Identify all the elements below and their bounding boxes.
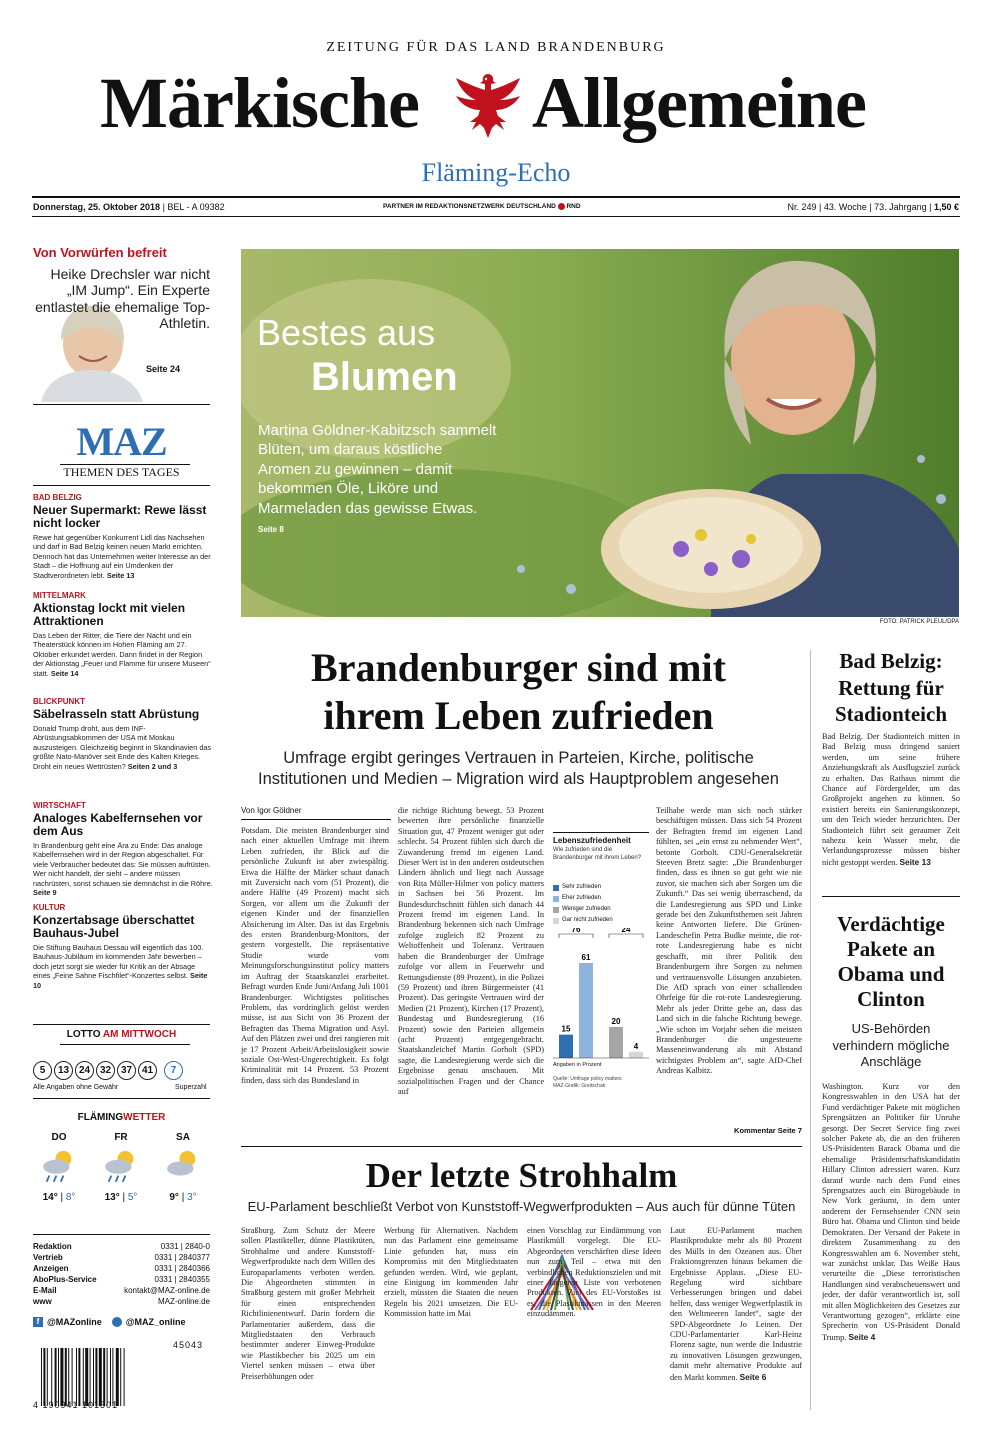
topic-headline: Neuer Supermarkt: Rewe lässt nicht locker [33,503,207,530]
lead-bottom-rule [241,1146,802,1147]
sun-cloud-rain-icon [37,1143,81,1187]
topic-headline: Analoges Kabelfernsehen vor dem Aus [33,811,203,838]
hero-title-1: Bestes aus [257,312,436,353]
topic-kicker: BLICKPUNKT [33,697,85,706]
side1-ref: Seite 13 [899,856,931,867]
chart-value-label: 4 [633,1041,639,1051]
weather-high: 14° [42,1192,58,1203]
legend-label: Weniger zufrieden [562,906,611,912]
topic-text: Donald Trump droht, aus dem INF-Abrüstungsabkommen der USA mit Moskau auszusteigen. Gleichzeitig beginnt in Skandinavien das größte Nato-Manöver seit Ende des Kalten Krieges. Droht ein neues Wettrüsten? Seiten 2 und 3 [33,724,212,771]
contact-label: AboPlus-Service [33,1275,97,1284]
chart-source: Quelle: Umfrage policy matters [553,1076,622,1082]
barcode-bar [43,1348,45,1406]
lead-col-3: Teilhabe werde man sich noch stärker beschäftigen müssen. Dass sich 54 Prozent der Befragten fremd im eigenen Land fühlten, sei „ein ernst zu nehmender Wert“, betonte Gorholt. CDU-Generalsekretär Steeven Bretz sagte: „Die Brandenburger finden, dass es ihnen so gut geht wie nie zuvor, sie machen sich aber Sorgen um die Zukunft.“ Das sei wenig überraschend, da die Landesregierung aus SPD und Linke gerade bei den Zukunftsthemen seit Jahren keine Antworten liefere. Die Grünen-Landeschefin Petra Budke meinte, die rot-rote Landesregierung habe es nicht geschafft, mit ihrer Politik den Brandenburgern ihre Sorgen zu nehmen und vertrauensvolle Lösungen anzubieten. Die AfD sprach von einer schallenden Ohrfeige für die rot-rote Landesregierung. Mehr als jeder Dritte gebe an, dass das Land sich in die falsche Richtung bewege. „Wie schon im Vorjahr sehen die meisten Brandenburger die ungesteuerte Masseneinwanderung als mit Abstand wichtigstes Problem an“, sagte AfD-Chef Andreas Kalbitz. [656,806,802,1076]
date: Donnerstag, 25. Oktober 2018 [33,202,161,212]
topic-text: Die Stiftung Bauhaus Dessau will eigentlich das 100. Bauhaus-Jubiläum im kommenden Jahr bewerben – doch jetzt sorgt sie wieder für Kritik an der Absage eines „Feine Sahne Fischfilet“-Konzertes selbst. Seite 10 [33,943,208,990]
side2-ref: Seite 4 [848,1331,876,1342]
issue-number: Nr. 249 [787,202,817,212]
legend-item [553,893,649,904]
chart-value-label: 20 [611,1016,621,1026]
topic-text: Das Leben der Ritter, die Tiere der Nacht und ein Theaterstück können im Hohen Fläming am 27. Oktober erkundet werden. Dann findet in der Region der Aktionstag „Feuer und Flamme für unsere Museen“ statt. Seite 14 [33,631,211,678]
chart-credit: MAZ-Grafik: Greitschak [553,1083,606,1089]
weather-low: 5° [127,1192,138,1203]
barcode-bar [41,1348,42,1406]
topic-headline: Konzertabsage überschattet Bauhaus-Jubel [33,913,195,940]
weather-day: FR 13° | 5° [95,1132,147,1203]
side2-headline[interactable]: Verdächtige Pakete an Obama und Clinton [837,912,945,1011]
topic-headline: Aktionstag lockt mit vielen Attraktionen [33,601,186,628]
contact-label: Anzeigen [33,1264,69,1273]
lotto-ball: 37 [117,1061,136,1080]
barcode-top-number: 45043 [173,1340,204,1350]
sun-cloud-icon [161,1143,205,1187]
barcode-bar [58,1348,59,1406]
lead-byline: Von Igor Göldner [241,806,302,815]
chart-group-total: 76 [571,928,581,934]
weather-low: 8° [65,1192,76,1203]
topic-kicker: BAD BELZIG [33,493,82,502]
eagle-icon [448,66,528,144]
lotto-ball: 13 [54,1061,73,1080]
barcode-bar [95,1348,97,1406]
side1-body: Bad Belzig. Der Stadionteich mitten in Bad Belzig muss dringend saniert werden, um seine frühere Anziehungskraft als Ausflugsziel zurück zu erhalten. Das Rathaus nimmt die Chance auf Fördergelder, um das Großprojekt angehen zu können. So existiert bereits ein Sanierungskonzept, um den Teich wieder herzurichten. Der Stadionteich führt seit geraumer Zeit nahezu kein Wasser mehr, die Verlandungsprozesse müssen bisher nicht gestoppt werden. [822,732,960,867]
maz-logo: MAZ [76,419,167,464]
topic-text: In Brandenburg geht eine Ära zu Ende: Das analoge Kabelfernsehen wird in der Region abgeschaltet. Für viele Verbraucher bedeutet das: Sie müssen aufrüsten. Wer nicht handelt, der sieht – andere müssen nachrüsten, sonst schauen sie demnächst in die Röhre. Seite 9 [33,841,213,898]
legend-label: Gar nicht zufrieden [562,917,613,923]
barcode-bar [78,1348,80,1406]
chart-bar [629,1052,643,1058]
barcode-bar [90,1348,91,1406]
weather-title-a: FLÄMING [77,1112,124,1123]
weather-low: 3° [187,1192,197,1203]
lotto-numbers [33,1061,185,1080]
barcode-bar [68,1348,69,1406]
edition-name: Fläming-Echo [421,158,571,187]
barcode-bar [65,1348,67,1406]
straw-col-4-text: Laut EU-Parlament machen Plastikprodukte mehr als 80 Prozent des Mülls in den Ozeanen aus. Über Fraktionsgrenzen hinaus bekamen die Ergebnisse Applaus. „Diese EU-Regelung wird sichtbare Verbesserungen bringen und dabei helfen, dass weniger Wegwerfplastik in den Weltmeeren landet“, sagte der SPD-Abgeordnete Jo Leinen. Der CDU-Parlamentarier Karl-Heinz Florenz sagte, nun werde die Industrie zu innovativen Lösungen gezwungen, damit mehr alternative Produkte auf den Markt kommen. [670,1226,802,1382]
lotto-rule-bottom [33,1098,210,1099]
lotto-ball: 24 [75,1061,94,1080]
weather-days [33,1132,209,1203]
barcode-bar [60,1348,63,1406]
teaser-ref: Seite 24 [145,364,180,374]
barcode-bar [83,1348,84,1406]
side2-body: Washington. Kurz vor den Kongresswahlen in den USA hat der Fund verdächtiger Pakete mit möglichen Sprengsätzen an Politiker für Unruhe gesorgt. Der Secret Service fing zwei solcher Pakete ab, die an den früheren US-Präsidenten Barack Obama und die ehemalige Präsidentschaftskandidatin Hillary Clinton adressiert waren. Kurz darauf wurde nach dem Fund eines Sprengsatzes auch ein Bürogebäude in New York geräumt, in dem unter anderem der Fernsehsender CNN sein Büro hat. Obama und Clinton sind beide Demokraten. Der Versand der Pakete in direktem Zusammenhang zu den Kongresswahlen am 6. November steht, war zunächst unklar. Das Weiße Haus verurteilte die „Diese terroristischen Handlungen sind verabscheuenswert und jeder, der dafür verantwortlich ist, soll mit allen Möglichkeiten des Gesetzes zur Verantwortung gezogen“, erklärte eine Sprecherin von US-Präsident Donald Trump. [822,1082,960,1342]
lead-subhead: Umfrage ergibt geringes Vertrauen in Parteien, Kirche, politische Institutionen und Medien – Migration wird als Hauptproblem angesehen [258,749,779,788]
legend-swatch [553,885,559,891]
contact-label: www [33,1297,52,1306]
facebook-icon: f [33,1317,43,1327]
topic-kicker: WIRTSCHAFT [33,801,86,810]
barcode-bar [55,1348,57,1406]
chart-bar [609,1027,623,1058]
lotto-title-a: LOTTO [66,1029,101,1040]
barcode-bar [85,1348,88,1406]
barcode-bar [99,1348,102,1406]
lotto-rule-mid [60,1044,190,1045]
legend-item [553,915,649,926]
lotto-title [33,1029,210,1040]
masthead-rule-bottom [32,216,960,217]
contact-value: 0331 | 2840-0 [160,1242,210,1251]
side1-headline[interactable]: Bad Belzig: Rettung für Stadionteich [834,649,947,726]
legend-label: Eher zufrieden [562,895,602,901]
weather-day-label: FR [114,1132,128,1143]
issue-price: 1,50 € [933,202,959,212]
contact-value: 0331 | 2840377 [154,1253,210,1262]
sun-cloud-rain-icon [99,1143,143,1187]
contact-value[interactable]: MAZ-online.de [157,1297,210,1306]
masthead-title-left: Märkische [100,63,419,143]
topic-item[interactable] [33,493,213,591]
straw-col-1: Straßburg. Zum Schutz der Meere sollen Plastikteller, dünne Plastiktüten, Strohhalme und andere Kunststoff-Wegwerfprodukte nach dem Willen des Europaparlaments verboten werden. Die Abgeordneten stimmten in Straßburg gestern mit großer Mehrheit für einen entsprechenden Richtlinienentwurf. Darin fordern die Parlamentarier außerdem, dass die Mitgliedstaaten den Verbrauch bestimmter anderer Einweg-Produkte wie Plastikbecher bis 2025 um ein Viertel senken müssen – etwa über Preiserhöhungen oder [241,1226,375,1381]
side1-text [822,732,960,890]
barcode-image [41,1348,151,1406]
issue-info: Nr. 249 | 43. Woche | 73. Jahrgang | 1,50 € [787,202,959,212]
lotto-super-label: Superzahl [175,1084,207,1091]
facebook-handle[interactable]: @MAZonline [47,1317,102,1327]
chart-rule [553,832,649,833]
topic-item[interactable] [33,697,213,801]
weather-high: 13° [104,1192,120,1203]
barcode-number: 4 190941 101501 [33,1400,119,1410]
weather-title [33,1112,210,1123]
barcode-bar [47,1348,48,1406]
barcode-bar [51,1348,52,1406]
issue-week: 43. Woche [823,202,867,212]
contact-label: Vertrieb [33,1253,63,1262]
topic-kicker: KULTUR [33,903,66,912]
topic-text: Rewe hat gegenüber Konkurrent Lidl das Nachsehen und darf in Bad Belzig keinen neuen Markt errichten. Dennoch hat das Unternehmen weiter Interesse an der Stadt – die Hoffnung auf ein Umdenken der Stadtverordneten lebt. Seite 13 [33,533,211,580]
weather-day-label: DO [51,1132,67,1143]
contact-label: Redaktion [33,1242,72,1251]
rnd-text: RND [566,203,581,211]
chart-unit: Angaben in Prozent [553,1062,602,1068]
chart-bar [579,963,593,1058]
weather-day: SA 9° | 3° [157,1132,209,1203]
themen-rule [33,485,210,486]
lotto-title-b: AM MITTWOCH [102,1029,177,1040]
side-rule [822,896,960,897]
lotto-superzahl: 7 [164,1061,183,1080]
lotto-rule-top [33,1024,210,1025]
straw-subhead: EU-Parlament beschließt Verbot von Kunststoff-Wegwerfprodukten – Aus auch für dünne Tüten [247,1199,796,1214]
barcode-bar [103,1348,105,1406]
contact-table [33,1241,210,1307]
rnd-partner [383,203,581,210]
lotto-note: Alle Angaben ohne Gewähr [33,1084,119,1091]
themen-label: THEMEN DES TAGES [63,465,180,479]
chart-value-label: 15 [561,1024,571,1034]
byline-rule [241,819,391,820]
barcode-bar [107,1348,108,1406]
legend-item [553,882,649,893]
chart-bar [559,1035,573,1058]
legend-swatch [553,896,559,902]
lotto-ball: 32 [96,1061,115,1080]
chart-group-bracket [609,934,643,938]
legend-swatch [553,918,559,924]
chart-box [553,832,649,1092]
chart-plot [553,928,649,1068]
barcode-bar [110,1348,111,1406]
side2-subhead: US-Behörden verhindern mögliche Anschläge [832,1021,950,1069]
column-rule [810,650,811,1410]
hero-text-body: Martina Göldner-Kabitzsch sammelt Blüten, um daraus köstliche Aromen zu gewinnen – damit bekommen Öle, Liköre und Marmeladen das gewisse Etwas. [258,422,497,517]
weather-day-label: SA [176,1132,190,1143]
chart-subtitle: Wie zufrieden sind die Brandenburger mit ihrem Leben? [553,847,642,861]
hero-ref: Seite 8 [258,525,284,535]
chart-group-bracket [559,934,593,938]
topic-kicker: MITTELMARK [33,591,86,600]
teaser-rule [33,404,210,405]
lead-col-2: die richtige Richtung bewegt. 53 Prozent bewerten ihre persönliche finanzielle Situation gut, 47 Prozent weniger gut oder schlecht. 54 Prozent fühlen sich durch die Zuwanderung fremd im eigenen Land. Dieser Wert ist in den anderen ostdeutschen Ländern ähnlich und liegt nach Aussage von Rita Müller-Hilmer von policy matters in Sachsen bei 56 Prozent. Im Bundesdurchschnitt fühlen sich danach 44 Prozent fremd im eigenen Land. In Brandenburg bekennen sich nach Umfrage zufolge zugleich 82 Prozent zu Weltoffenheit und Toleranz. Vertrauen haben die Brandenburger der Umfrage zufolge vor allem in Feuerwehr und Rettungsdienste (89 Prozent), in die Polizei (59 Prozent) und ihren Bürgermeister (41 Prozent). Das geringste Vertrauen wird der Medien (21 Prozent), Kirchen (17 Prozent), Bundestag und Bundesregierung (16 Prozent) sowie den Parteien allgemein (acht Prozent) entgegengebracht. Staatskanzleichef Martin Gorholt (SPD) sagte, die Landesregierung werde sich die Ergebnisse genau anschauen. Mit sozialpolitischen Fragen und der Chance auf [398,806,544,1096]
contact-value: 0331 | 2840355 [154,1275,210,1284]
topic-item[interactable] [33,801,213,903]
chart-title: Lebenszufriedenheit [553,836,631,845]
contact-value[interactable]: kontakt@MAZ-online.de [124,1286,210,1295]
twitter-handle[interactable]: @MAZ_online [125,1317,186,1327]
barcode-bar [124,1348,125,1406]
legend-item [553,904,649,915]
weather-day: DO 14° | 8° [33,1132,85,1203]
barcode-bar [76,1348,77,1406]
lead-col-1: Potsdam. Die meisten Brandenburger sind nach einer aktuellen Umfrage mit ihrem Leben zufrieden, ihr Blick auf die persönliche Zukunft ist aber zwiespältig. Etwa die Hälfte der Märker schaut danach mit Zuversicht nach vorn (51 Prozent), die andere Hälfte (49 Prozent) macht sich Sorgen, vor allem um die Zukunft der eigenen Kinder und der finanziellen Absicherung im Alter. Das ist das Ergebnis des ersten Brandenburg-Monitors, der gestern vorgestellt. Die repräsentative Studie wurde vom Meinungsforschungsinstitut policy matters im Auftrag der Staatskanzlei erarbeitet. Befragt wurden Ende Juni/Anfang Juli 1001 Brandenburger. Wichtigstes politisches Problem, das vordringlich gelöst werden müsse, ist aus Sicht von 36 Prozent der Befragten das Thema Migration und Asyl. Auf den Plätzen zwei und drei rangieren mit je 17 Prozent Arbeit/Arbeitslosigkeit sowie soziale Ost-West-Ungerechtigkeit. Es folgt Kriminalität mit 14 Prozent. 53 Prozent finden, dass sich das Bundesland in [241,826,389,1085]
weather-title-b: WETTER [123,1112,166,1123]
hero-text [258,421,498,539]
lotto-ball: 41 [138,1061,157,1080]
barcode-bar [93,1348,94,1406]
partner-text: PARTNER IM REDAKTIONSNETZWERK DEUTSCHLAND [383,203,556,211]
side2-text [822,1082,960,1408]
barcode-bar [112,1348,113,1406]
rnd-logo-icon [558,203,565,210]
straw-ref: Seite 6 [739,1371,767,1382]
masthead-title-right: Allgemeine [532,63,866,143]
chart-legend [553,882,649,926]
barcode-bar [116,1348,119,1406]
issue-volume: 73. Jahrgang [874,202,927,212]
topic-headline: Säbelrasseln statt Abrüstung [33,707,200,721]
lead-headline[interactable]: Brandenburger sind mit ihrem Leben zufrieden [311,645,726,738]
straw-headline[interactable]: Der letzte Strohhalm [365,1156,678,1195]
teaser-text: Heike Drechsler war nicht „IM Jump“. Ein Experte entlastet die ehemalige Top-Athletin. [35,266,210,331]
chart-group-total: 24 [621,928,631,934]
contact-label: E-Mail [33,1286,57,1295]
hero-title-2: Blumen [311,355,458,399]
edition-code: BEL - A 09382 [167,202,225,212]
masthead-rule-top [32,196,960,198]
topic-item[interactable] [33,903,213,1003]
barcode-bar [120,1348,121,1406]
weather-rule [33,1234,210,1235]
twitter-icon [112,1317,122,1327]
hero-credit: FOTO: PATRICK PLEUL/DPA [879,619,959,625]
legend-swatch [553,907,559,913]
topic-item[interactable] [33,591,213,697]
lotto-ball: 5 [33,1061,52,1080]
straw-col-2: Werbung für Alternativen. Nachdem nun das Parlament eine gemeinsame Linie gefunden hat, muss ein Kompromiss mit den Mitgliedstaaten gefunden werden. Wird, wie geplant, eine Einigung im kommenden Jahr erzielt, müssten die Staaten die neuen Regeln bis 2021 umsetzen. Die EU-Kommission hatte im Mai [384,1226,518,1319]
contact-value: 0331 | 2840366 [154,1264,210,1273]
straw-col-3: einen Vorschlag zur Eindämmung von Plastikmüll vorgelegt. Die EU-Abgeordneten verschärften diese Ideen nun zum Teil – etwa mit den verbindlichen Reduktionszielen und mit einer längeren Liste von verbotenen Produkten. Ziel des EU-Vorstoßes ist es, die Plastikmassen in den Meeren einzudämmen. [527,1226,661,1319]
topics-list [33,493,213,1003]
chart-value-label: 61 [581,953,591,962]
social-links [33,1317,186,1327]
barcode [33,1340,204,1410]
barcode-bar [72,1348,73,1406]
teaser-kicker: Von Vorwürfen befreit [33,245,167,260]
weather-high: 9° [169,1192,179,1203]
masthead-tagline: ZEITUNG FÜR DAS LAND BRANDENBURG [326,40,666,55]
date-line: Donnerstag, 25. Oktober 2018 | BEL - A 09382 [33,202,225,212]
lead-comment-ref: Kommentar Seite 7 [734,1126,802,1135]
straw-col-4 [670,1226,802,1408]
legend-label: Sehr zufrieden [562,884,602,890]
